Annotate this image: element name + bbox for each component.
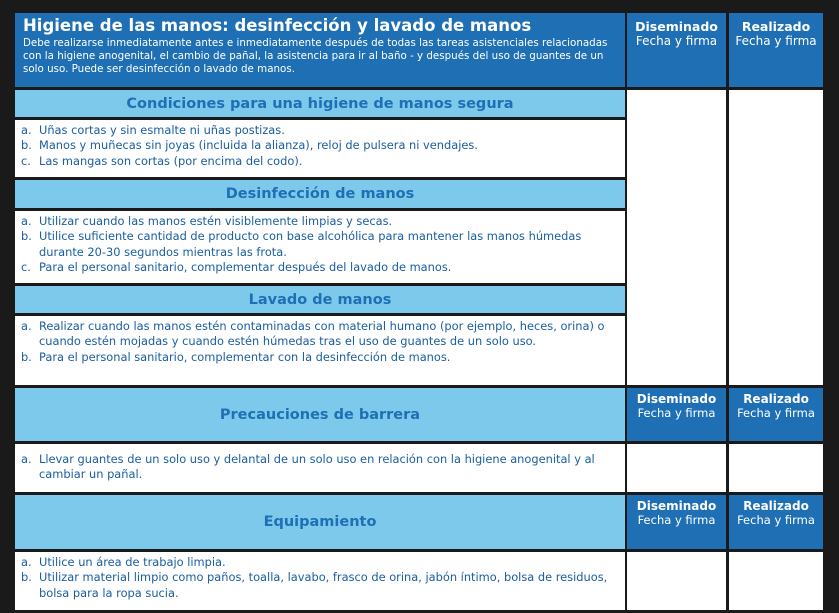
column-header-subtitle: Fecha y firma [635, 34, 718, 48]
disseminated-sign-cell[interactable] [627, 90, 726, 385]
section-list-hand-washing [15, 316, 625, 385]
section-title-text: Desinfección de manos [225, 186, 415, 202]
list-marker: a. [21, 555, 32, 569]
column-header-title: Diseminado [635, 19, 718, 34]
list-marker: a. [21, 452, 32, 466]
column-header-title: Diseminado [636, 499, 717, 513]
list-text: Utilizar material limpio como paños, toalla, lavabo, frasco de orina, jabón íntimo, bolsa de residuos, bolsa para la ropa sucia. [39, 570, 608, 600]
list-text: Uñas cortas y sin esmalte ni uñas postizas. [39, 123, 285, 137]
list-item [21, 319, 615, 350]
column-header-title: Diseminado [636, 392, 717, 406]
list-text: Las mangas son cortas (por encima del codo). [39, 153, 303, 168]
section-title-safe-conditions [15, 90, 625, 117]
column-header-subtitle: Fecha y firma [637, 513, 716, 527]
list-item [21, 260, 615, 275]
list-item [21, 123, 615, 138]
list-text: Utilice suficiente cantidad de producto con base alcohólica para mantener las manos húmedas durante 20-30 segundos mientras las frota. [39, 229, 582, 259]
list-text: Para el personal sanitario, complementar después del lavado de manos. [39, 259, 452, 274]
list-item [21, 229, 615, 260]
section-list-hand-disinfection [15, 211, 625, 283]
list-marker: b. [21, 349, 32, 364]
column-header-disseminated [627, 495, 726, 549]
list-text: Para el personal sanitario, complementar con la desinfección de manos. [39, 349, 451, 364]
list-marker: a. [21, 123, 32, 137]
section-list-barrier-precautions [15, 444, 625, 492]
completed-sign-cell[interactable] [729, 90, 823, 385]
column-header-subtitle: Fecha y firma [637, 406, 716, 420]
completed-sign-cell[interactable] [729, 552, 823, 610]
section-list-equipment [15, 552, 625, 610]
list-text: Utilice un área de trabajo limpia. [39, 555, 226, 569]
completed-sign-cell[interactable] [729, 444, 823, 492]
column-header-subtitle: Fecha y firma [737, 406, 815, 420]
section-title-text: Precauciones de barrera [219, 406, 421, 423]
section-title-hand-disinfection [15, 180, 625, 208]
list-marker: c. [21, 153, 31, 168]
section-title-barrier-precautions [15, 388, 625, 441]
list-item [21, 214, 615, 229]
section-title-text: Condiciones para una higiene de manos segura [126, 95, 514, 112]
disseminated-sign-cell[interactable] [627, 444, 726, 492]
section-list-safe-conditions [15, 120, 625, 177]
list-text: Utilizar cuando las manos estén visiblemente limpias y secas. [39, 214, 393, 228]
list-text: Llevar guantes de un solo uso y delantal de un solo uso en relación con la higiene anogenital y al cambiar un pañal. [39, 452, 595, 482]
column-header-disseminated [627, 388, 726, 441]
main-header [15, 13, 625, 87]
list-marker: a. [21, 319, 32, 333]
list-item [21, 570, 615, 601]
list-marker: b. [21, 570, 32, 585]
list-item [21, 138, 615, 153]
column-header-title: Realizado [743, 392, 809, 406]
column-header-title: Realizado [743, 499, 809, 513]
section-title-equipment [15, 495, 625, 549]
section-title-text: Lavado de manos [248, 291, 392, 308]
column-header-completed [729, 388, 823, 441]
list-marker: b. [21, 138, 32, 153]
column-header-completed [729, 13, 823, 87]
list-item [21, 350, 615, 365]
list-text: Manos y muñecas sin joyas (incluida la alianza), reloj de pulsera ni vendajes. [39, 138, 478, 153]
column-header-disseminated [627, 13, 726, 87]
list-marker: c. [21, 259, 31, 274]
page-description: Debe realizarse inmediatamente antes e inmediatamente después de todas las tareas asistenciales relacionadas con la higiene anogenital, el cambio de pañal, la asistencia para ir al baño - y después del uso de guantes de un solo uso. Puede ser desinfección o lavado de manos. [23, 37, 608, 75]
page-title: Higiene de las manos: desinfección y lavado de manos [23, 16, 532, 35]
list-item [21, 452, 615, 483]
section-title-hand-washing [15, 286, 625, 313]
list-marker: b. [21, 229, 32, 244]
list-marker: a. [21, 214, 32, 228]
list-text: Realizar cuando las manos estén contaminadas con material humano (por ejemplo, heces, orina) o cuando estén mojadas y cuando estén húmedas tras el uso de guantes de un solo uso. [39, 319, 605, 349]
disseminated-sign-cell[interactable] [627, 552, 726, 610]
section-title-text: Equipamiento [263, 514, 377, 530]
list-item [21, 555, 615, 570]
column-header-subtitle: Fecha y firma [735, 34, 817, 48]
column-header-completed [729, 495, 823, 549]
column-header-title: Realizado [741, 19, 811, 34]
column-header-subtitle: Fecha y firma [737, 513, 815, 527]
list-item [21, 154, 615, 169]
